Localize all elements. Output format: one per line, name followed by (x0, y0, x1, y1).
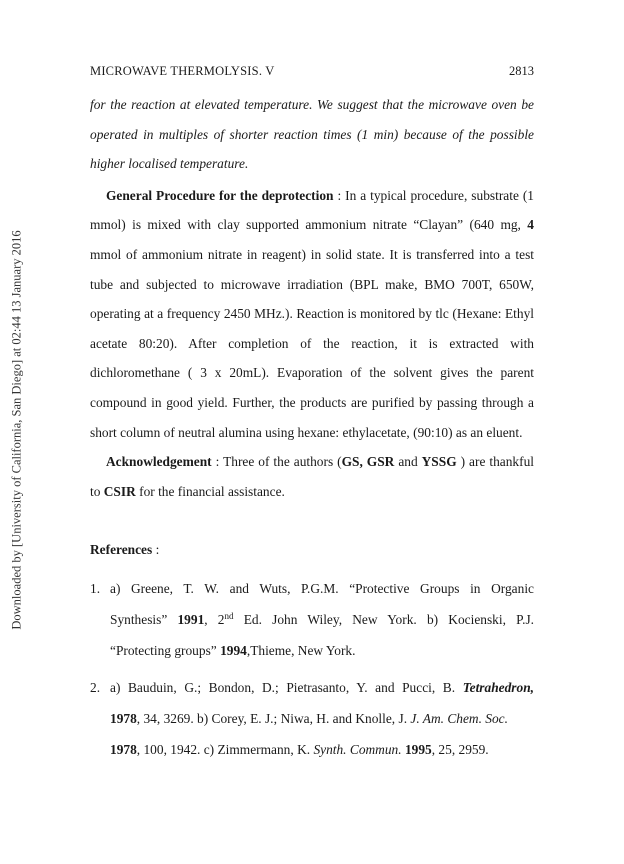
ref2-l2-mid: , 34, 3269. b) Corey, E. J.; Niwa, H. and Knolle, J. (136, 710, 411, 726)
download-watermark (10, 210, 24, 650)
procedure-four: 4 (527, 217, 534, 233)
intro-line-1: for the reaction at elevated temperature. We suggest that the microwave oven be (90, 97, 534, 112)
reference-item-2 (90, 672, 534, 765)
ref1-year-1991: 1991 (177, 611, 205, 627)
procedure-sep: : (333, 187, 346, 203)
references-heading (90, 535, 534, 565)
ref1-a2-post: Ed. John Wiley, New York. b) Kocienski, P.J. (233, 611, 534, 627)
download-watermark-text: Downloaded by [University of California, San Diego] at 02:44 13 January 2016 (9, 230, 24, 630)
ref2-journal-synth-commun: Synth. Commun. (313, 741, 402, 757)
intro-paragraph (90, 90, 534, 179)
ref1-a1: a) Greene, T. W. and Wuts, P.G.M. “Protective Groups in Organic (110, 580, 534, 596)
procedure-heading: General Procedure for the deprotection (106, 187, 334, 203)
ref2-journal-tetrahedron: Tetrahedron, (462, 679, 534, 695)
ref1-year-1994: 1994 (220, 642, 247, 658)
ref2-year-1978-b: 1978 (110, 741, 137, 757)
ref2-l3-mid: , 100, 1942. c) Zimmermann, K. (136, 741, 314, 757)
references-colon: : (152, 542, 160, 558)
ref1-a3-post: ,Thieme, New York. (246, 642, 356, 658)
reference-1-line-3 (110, 635, 534, 666)
reference-1-line-1 (110, 573, 534, 604)
ack-text-3: for the financial assistance. (135, 483, 285, 499)
references-title: References (90, 542, 153, 558)
ack-sep: : (211, 454, 224, 470)
running-header (90, 64, 534, 82)
reference-2-line-1 (110, 672, 534, 703)
ref2-l1-pre: a) Bauduin, G.; Bondon, D.; Pietrasanto, Y. and Pucci, B. (110, 679, 463, 695)
procedure-paragraph (90, 181, 534, 447)
ref2-year-1978-a: 1978 (110, 710, 137, 726)
ack-text-1: Three of the authors ( (223, 454, 342, 470)
reference-2-line-3 (110, 734, 534, 765)
intro-line-2: operated in multiples of shorter reaction times (1 min) because of the possible (90, 126, 534, 142)
acknowledgement-paragraph (90, 447, 534, 506)
procedure-text-1: In a typical procedure, substrate (1 mmol) is mixed with clay supported ammonium nitrate “Clayan” (640 mg, (90, 187, 534, 233)
reference-number: 1. (90, 580, 101, 596)
reference-item-1 (90, 573, 534, 666)
intro-line-3: higher localised temperature. (90, 156, 249, 172)
ack-author-3: YSSG (421, 454, 457, 470)
reference-1-line-2 (110, 604, 534, 635)
reference-number: 2. (90, 679, 101, 695)
reference-2-line-2 (110, 703, 534, 734)
ref2-l3-post: , 25, 2959. (431, 741, 489, 757)
page-body (90, 90, 534, 765)
ref1-a3-pre: “Protecting groups” (110, 642, 221, 658)
ref2-year-1995: 1995 (404, 741, 432, 757)
page-number: 2813 (509, 64, 534, 78)
ref1-edition-sup: nd (224, 610, 234, 621)
ack-and: and (394, 454, 422, 470)
ack-authors: GS, GSR (341, 454, 395, 470)
ref1-a2-pre: Synthesis” (110, 611, 178, 627)
ref2-journal-jacs: J. Am. Chem. Soc. (410, 710, 508, 726)
ack-csir: CSIR (103, 483, 136, 499)
ref1-a2-sep: , 2 (204, 611, 225, 627)
ack-heading: Acknowledgement (106, 454, 212, 470)
procedure-text-2: mmol of ammonium nitrate in reagent) in solid state. It is transferred into a test tube and subjected to microwave irradiation (BPL make, BMO 700T, 650W, operating at a frequency 2450 MHz.). Reaction is monitored by tlc (Hexane: Ethyl acetate 80:20). After completion of the reaction, it is extracted with dichloromethane ( 3 x 20mL). Evaporation of the solvent gives the parent compound in good yield. Further, the products are purified by passing through a short column of neutral alumina using hexane: ethylacetate, (90:10) as an eluent. (90, 246, 534, 440)
running-title: MICROWAVE THERMOLYSIS. V (90, 64, 275, 78)
ack-text-2: ) are thankful to (90, 454, 534, 499)
